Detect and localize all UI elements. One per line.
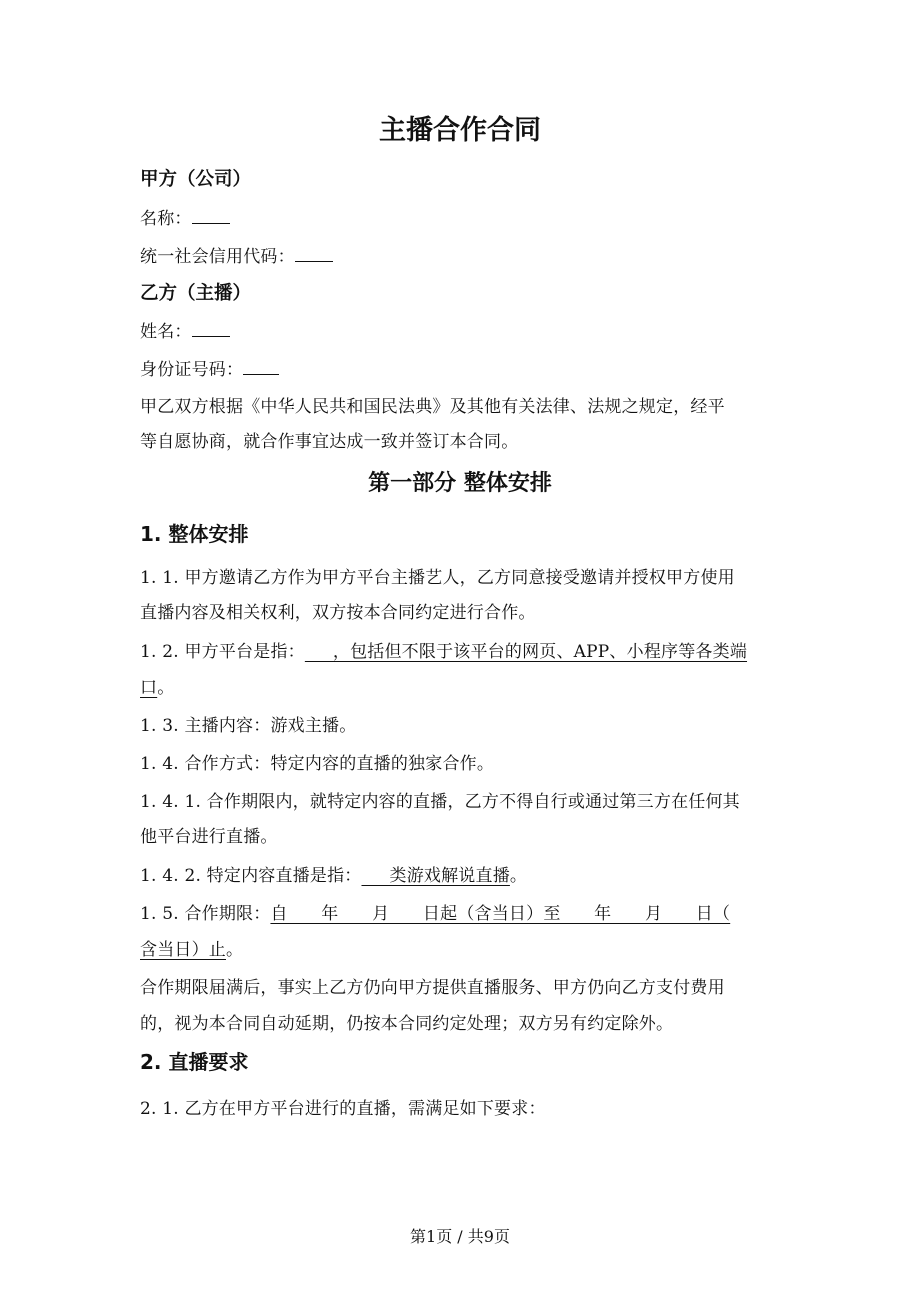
clause-1-3: 1. 3. 主播内容：游戏主播。 [140,716,357,736]
clause-1-1-line-2: 直播内容及相关权利，双方按本合同约定进行合作。 [140,603,536,623]
clause-1-4-1-line-2: 他平台进行直播。 [140,827,278,847]
clause-1-2-line-2-end: 。 [157,678,175,698]
party-a-code-label: 统一社会信用代码： [140,247,295,267]
clause-1-5-line-2-end: 。 [226,940,244,960]
clause-1-2-line-2-underlined: 口 [140,678,158,698]
clause-1-5-underlined: 自 年 月 日起（含当日）至 年 月 日（ [270,904,731,924]
extension-line-2: 的，视为本合同自动延期，仍按本合同约定处理；双方另有约定除外。 [140,1014,674,1034]
party-b-name-line [140,317,230,342]
intro-line-2: 等自愿协商，就合作事宜达成一致并签订本合同。 [140,432,519,452]
party-b-id-label: 身份证号码： [140,360,244,380]
party-b-name-blank [192,322,230,337]
clause-1-4-2 [140,861,527,886]
clause-1-4: 1. 4. 合作方式：特定内容的直播的独家合作。 [140,754,495,774]
party-b-name-label: 姓名： [140,322,192,342]
clause-1-4-1-line-1: 1. 4. 1. 合作期限内，就特定内容的直播，乙方不得自行或通过第三方在任何其 [140,792,740,812]
party-a-heading: 甲方（公司） [140,169,252,190]
party-a-code-line [140,242,333,267]
clause-1-5-line-1 [140,899,730,924]
party-b-heading: 乙方（主播） [140,283,252,304]
party-b-id-blank [243,360,279,375]
clause-1-2-prefix: 1. 2. 甲方平台是指： [140,642,305,662]
party-a-name-blank [192,209,230,224]
clause-2-1: 2. 1. 乙方在甲方平台进行的直播，需满足如下要求： [140,1099,546,1119]
clause-1-1-line-1: 1. 1. 甲方邀请乙方作为甲方平台主播艺人，乙方同意接受邀请并授权甲方使用 [140,568,735,588]
page-footer: 第1页 / 共9页 [410,1227,510,1246]
clause-1-5-line-2-underlined: 含当日）止 [140,940,226,960]
party-a-code-blank [295,247,333,262]
clause-1-5-prefix: 1. 5. 合作期限： [140,904,271,924]
clause-1-4-2-end: 。 [509,866,528,886]
party-a-name-label: 名称： [140,209,192,229]
clause-1-4-2-prefix: 1. 4. 2. 特定内容直播是指： [140,866,362,886]
party-a-name-line [140,204,230,229]
part-one-title: 第一部分 整体安排 [368,471,552,496]
party-b-id-line [140,355,279,380]
document-title: 主播合作合同 [379,115,541,146]
clause-1-5-line-2 [140,935,243,960]
intro-line-1: 甲乙双方根据《中华人民共和国民法典》及其他有关法律、法规之规定，经平 [140,397,725,417]
section-2-heading: 2. 直播要求 [140,1050,249,1074]
section-1-heading: 1. 整体安排 [140,522,249,546]
clause-1-2-underlined: ，包括但不限于该平台的网页、APP、小程序等各类端 [304,642,748,662]
clause-1-2-line-1 [140,637,747,662]
clause-1-2-line-2 [140,673,174,698]
clause-1-4-2-underlined: 类游戏解说直播 [361,866,510,886]
extension-line-1: 合作期限届满后，事实上乙方仍向甲方提供直播服务、甲方仍向乙方支付费用 [140,978,725,998]
